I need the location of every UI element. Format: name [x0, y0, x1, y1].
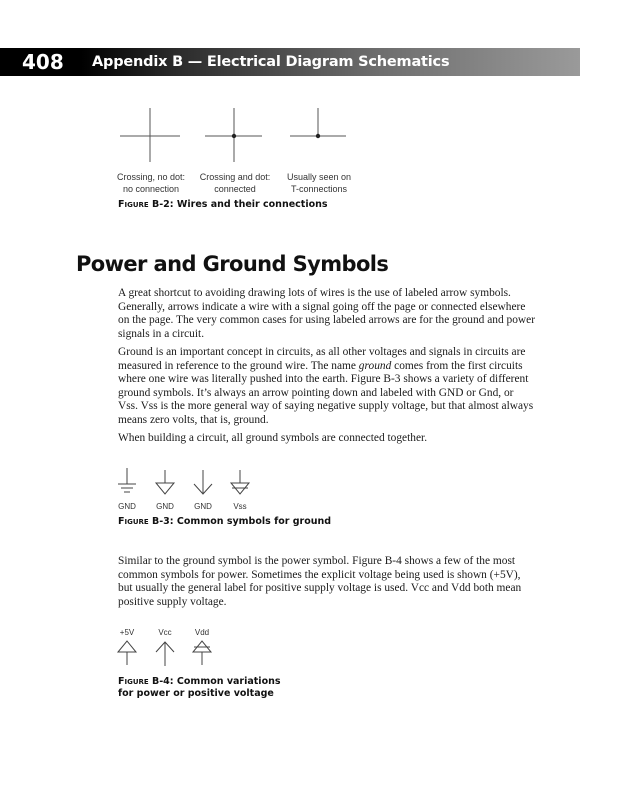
power-label-vdd: Vdd — [194, 628, 210, 637]
italic-ground: ground — [358, 359, 392, 372]
paragraph-2: Ground is an important concept in circuits, as all other voltages and signals in circuits are measured in reference to the ground wire. The name ground comes from the first circuits where one wire was literally pushed into the earth. Figure B-3 shows a variety of different ground symbols. It’s always an arrow pointing down and labeled with GND or Gnd, or Vss. Vss is the more general way of saying negative supply voltage, but that almost always means zero volts, that is, ground. — [118, 346, 534, 426]
figure-b2-caption: Figure B-2: Wires and their connections — [118, 199, 328, 210]
figure-b2-label-1: Crossing, no dot: no connection — [116, 172, 186, 194]
figure-b2-label-2: Crossing and dot: connected — [199, 172, 271, 194]
figure-b4-caption: Figure B-4: Common variations for power or positive voltage — [118, 676, 281, 699]
triangle-power-symbol — [118, 641, 136, 665]
power-label-vcc: Vcc — [158, 628, 172, 637]
ground-label-gnd-1: GND — [118, 502, 136, 511]
paragraph-3: When building a circuit, all ground symbols are connected together. — [118, 432, 428, 444]
paragraph-1: A great shortcut to avoiding drawing lots of wires is the use of labeled arrow symbols. Generally, arrows indicate a wire with a signal going off the page or connected elsewhere on the page. The very common cases for using labeled arrows are for the ground and power signals in a circuit. — [118, 287, 535, 340]
figure-b3-caption: Figure B-3: Common symbols for ground — [118, 516, 332, 527]
paragraph-4: Similar to the ground symbol is the power symbol. Figure B-4 shows a few of the most common symbols for power. Sometimes the explicit voltage being used is shown (+5V), but usually the general label for positive supply voltage is used. Vcc and Vdd both mean positive supply voltage. — [118, 555, 522, 608]
ground-label-gnd-2: GND — [156, 502, 174, 511]
page-number: 408 — [22, 50, 64, 74]
chapter-title: Appendix B — Electrical Diagram Schematics — [92, 54, 450, 70]
power-label-5v: +5V — [119, 628, 135, 637]
ground-label-vss: Vss — [233, 502, 247, 511]
section-heading: Power and Ground Symbols — [76, 252, 389, 276]
ground-label-gnd-3: GND — [194, 502, 212, 511]
bar-triangle-power-symbol — [193, 641, 211, 665]
arrow-power-symbol — [156, 642, 174, 666]
figure-b2-label-3: Usually seen on T-connections — [286, 172, 352, 194]
